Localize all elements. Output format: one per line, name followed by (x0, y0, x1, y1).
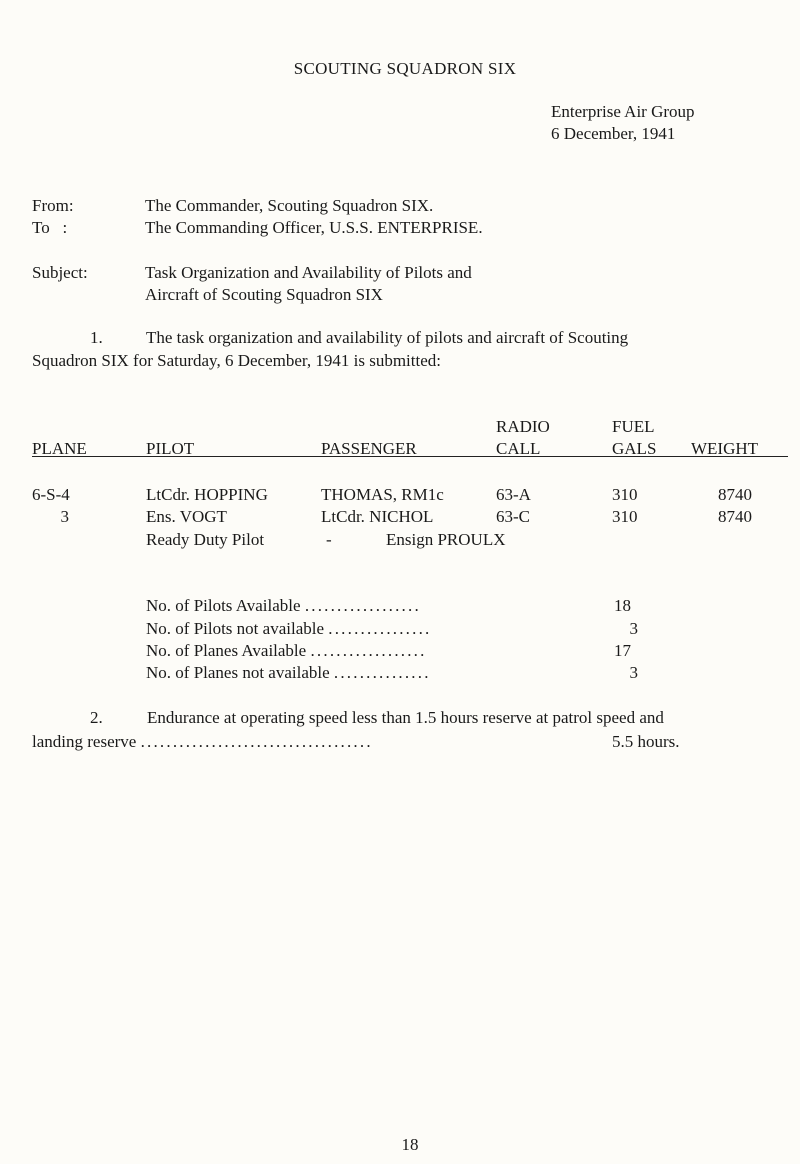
subject-line-2: Aircraft of Scouting Squadron SIX (145, 285, 383, 304)
availability-label (146, 662, 431, 684)
page-number: 18 (401, 1135, 419, 1154)
header-rule (32, 456, 788, 457)
row-2-plane: 3 (60, 507, 69, 526)
header-fuel-bottom: GALS (612, 439, 657, 458)
row-1-weight: 8740 (718, 485, 752, 504)
availability-text: No. of Planes Available (146, 641, 307, 660)
availability-label (146, 618, 431, 640)
from-value: The Commander, Scouting Squadron SIX. (145, 196, 434, 215)
header-passenger: PASSENGER (321, 439, 417, 458)
availability-text: No. of Planes not available (146, 663, 330, 682)
leader-dots: .................. (310, 641, 427, 660)
header-plane: PLANE (32, 439, 87, 458)
para2-number: 2. (90, 708, 103, 727)
para1-line-1: The task organization and availability of pilots and aircraft of Scouting (146, 328, 629, 347)
row-1-plane: 6-S-4 (32, 485, 70, 504)
document-title: SCOUTING SQUADRON SIX (293, 59, 517, 78)
row-2-radio: 63-C (496, 507, 530, 526)
availability-value: 17 (614, 641, 631, 660)
leader-dots: ................ (328, 619, 432, 638)
ready-duty-label: Ready Duty Pilot (146, 530, 265, 549)
row-2-passenger: LtCdr. NICHOL (321, 507, 434, 526)
from-label: From: (32, 196, 74, 215)
availability-text: No. of Pilots Available (146, 596, 301, 615)
row-2-weight: 8740 (718, 507, 752, 526)
row-1-fuel: 310 (612, 485, 638, 504)
origin-date: 6 December, 1941 (551, 124, 676, 143)
row-2-fuel: 310 (612, 507, 638, 526)
para2-line-2 (32, 731, 373, 753)
header-fuel-top: FUEL (612, 417, 655, 436)
availability-label (146, 595, 421, 617)
availability-text: No. of Pilots not available (146, 619, 325, 638)
row-1-radio: 63-A (496, 485, 531, 504)
to-value: The Commanding Officer, U.S.S. ENTERPRISE. (145, 218, 483, 237)
para1-line-2: Squadron SIX for Saturday, 6 December, 1941 is submitted: (32, 351, 441, 370)
leader-dots: ............... (333, 663, 431, 682)
subject-label: Subject: (32, 263, 88, 282)
para1-number: 1. (90, 328, 103, 347)
leader-dots: .................................... (140, 732, 373, 751)
row-1-pilot: LtCdr. HOPPING (146, 485, 268, 504)
availability-value: 18 (614, 596, 631, 615)
availability-label (146, 640, 427, 662)
header-radio-bottom: CALL (496, 439, 541, 458)
availability-value: 3 (629, 663, 638, 682)
para2-line-1: Endurance at operating speed less than 1.5 hours reserve at patrol speed and (147, 708, 664, 727)
endurance-value: 5.5 hours. (612, 732, 680, 751)
row-1-passenger: THOMAS, RM1c (321, 485, 444, 504)
para2-line-2-label: landing reserve (32, 732, 137, 751)
subject-line-1: Task Organization and Availability of Pilots and (145, 263, 472, 282)
leader-dots: .................. (304, 596, 421, 615)
ready-duty-dash: - (326, 530, 332, 549)
row-2-pilot: Ens. VOGT (146, 507, 227, 526)
ready-duty-name: Ensign PROULX (386, 530, 506, 549)
to-label: To : (32, 218, 68, 237)
origin-line-1: Enterprise Air Group (551, 102, 695, 121)
availability-value: 3 (629, 619, 638, 638)
header-weight: WEIGHT (691, 439, 759, 458)
header-radio-top: RADIO (496, 417, 550, 436)
header-pilot: PILOT (146, 439, 195, 458)
